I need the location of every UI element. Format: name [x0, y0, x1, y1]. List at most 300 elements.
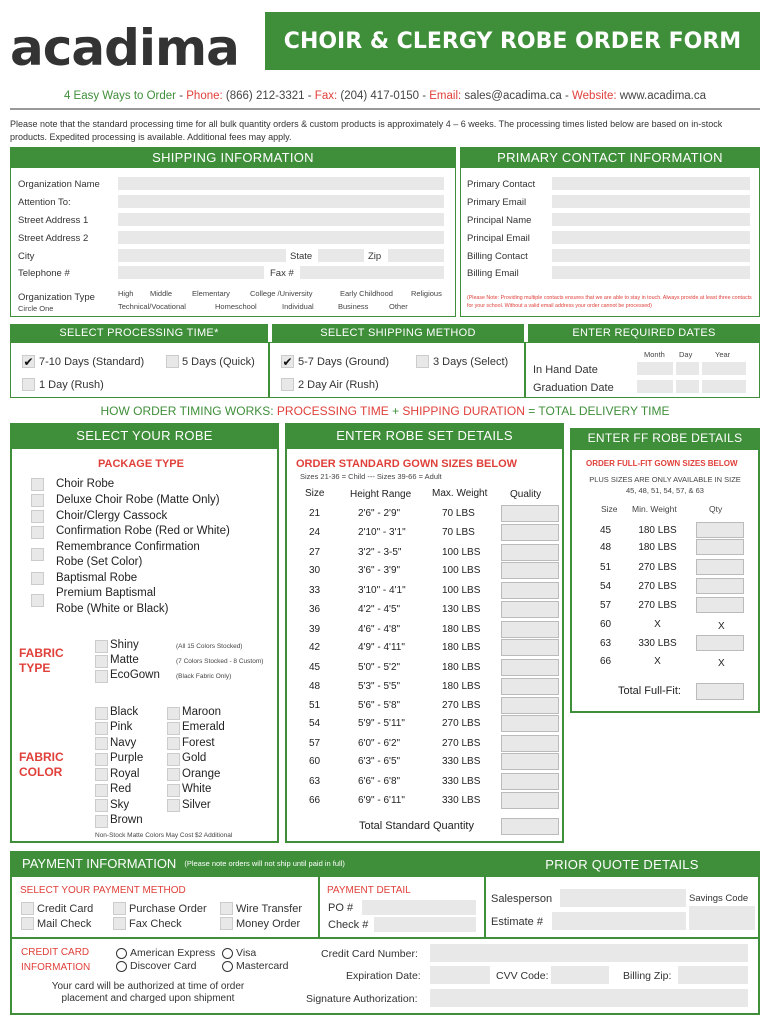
ff-note-1: PLUS SIZES ARE ONLY AVAILABLE IN SIZE: [589, 475, 741, 484]
billing-contact-field[interactable]: [552, 249, 750, 262]
color-checkbox[interactable]: [167, 722, 180, 735]
divider: [10, 937, 760, 939]
ff-weight-cell: 270 LBS: [638, 581, 677, 592]
fabric-shiny: Shiny: [110, 639, 139, 651]
city-field[interactable]: [118, 249, 286, 262]
weight-cell: 270 LBS: [442, 718, 481, 729]
ff-col-qty: Qty: [709, 504, 723, 514]
cassock-checkbox[interactable]: [31, 510, 44, 523]
ff-qty-field[interactable]: [696, 522, 744, 538]
fabric-ecogown: EcoGown: [110, 669, 160, 681]
amex-radio[interactable]: [116, 948, 127, 959]
color-forest: Forest: [182, 737, 215, 749]
check-field[interactable]: [374, 917, 476, 932]
quantity-field[interactable]: [501, 544, 559, 561]
package-confirmation: Confirmation Robe (Red or White): [56, 525, 230, 537]
color-sky: Sky: [110, 799, 130, 811]
credit-card-checkbox[interactable]: [21, 902, 34, 915]
color-navy: Navy: [110, 737, 137, 749]
package-premium-2: Robe (White or Black): [56, 603, 169, 615]
cvv-field[interactable]: [551, 966, 609, 984]
size-cell: 54: [309, 718, 321, 729]
height-cell: 6'0" - 6'2": [358, 738, 401, 749]
quantity-field[interactable]: [501, 524, 559, 541]
size-cell: 33: [309, 585, 321, 596]
ff-qty-field[interactable]: [696, 597, 744, 613]
type-homeschool[interactable]: Homeschool: [215, 302, 257, 311]
package-cassock: Choir/Clergy Cassock: [56, 510, 168, 522]
cc-number-field[interactable]: [430, 944, 748, 962]
ff-size-cell: 66: [600, 656, 612, 667]
total-ff-label: Total Full-Fit:: [618, 685, 681, 697]
total-standard-label: Total Standard Quantity: [359, 820, 474, 832]
quantity-field[interactable]: [501, 792, 559, 809]
method-fax-check: Fax Check: [129, 918, 182, 930]
fax-field[interactable]: [300, 266, 444, 279]
sizes-note: Sizes 21-36 = Child --- Sizes 39-66 = Adult: [300, 472, 442, 481]
type-individual[interactable]: Individual: [282, 302, 314, 311]
ff-size-cell: 48: [600, 542, 612, 553]
ff-size-cell: 54: [600, 581, 612, 592]
select-label: 3 Days (Select): [433, 356, 509, 368]
ff-size-cell: 51: [600, 562, 612, 573]
type-college[interactable]: College /University: [250, 289, 313, 298]
confirmation-checkbox[interactable]: [31, 526, 44, 539]
quantity-field[interactable]: [501, 697, 559, 714]
color-black: Black: [110, 706, 139, 718]
city-label: City: [18, 251, 35, 262]
height-cell: 4'2" - 4'5": [358, 604, 401, 615]
telephone-label: Telephone #: [18, 268, 70, 279]
select-checkbox[interactable]: [416, 355, 429, 368]
divider: [318, 877, 320, 937]
size-cell: 57: [309, 738, 321, 749]
principal-email-label: Principal Email: [467, 233, 530, 244]
contact-header: PRIMARY CONTACT INFORMATION: [460, 147, 760, 167]
org-type-label: Organization Type: [18, 292, 95, 303]
rush-checkbox[interactable]: [22, 378, 35, 391]
color-silver: Silver: [182, 799, 211, 811]
height-cell: 5'6" - 5'8": [358, 700, 401, 711]
ff-weight-cell: X: [654, 619, 661, 630]
quantity-field[interactable]: [501, 639, 559, 656]
card-mastercard: Mastercard: [236, 960, 289, 972]
size-cell: 45: [309, 662, 321, 673]
color-checkbox[interactable]: [167, 768, 180, 781]
inhand-year[interactable]: [702, 362, 746, 375]
ff-subhead: ORDER FULL-FIT GOWN SIZES BELOW: [586, 459, 738, 468]
height-cell: 4'9" - 4'11": [358, 642, 405, 653]
height-cell: 2'10" - 3'1": [358, 527, 406, 538]
size-cell: 42: [309, 642, 321, 653]
cvv-label: CVV Code:: [496, 970, 549, 982]
wire-checkbox[interactable]: [220, 902, 233, 915]
color-checkbox[interactable]: [167, 753, 180, 766]
color-note: Non-Stock Matte Colors May Cost $2 Additional: [95, 832, 233, 839]
color-brown: Brown: [110, 814, 143, 826]
divider: [484, 877, 486, 937]
estimate-label: Estimate #: [491, 916, 543, 928]
primary-contact-label: Primary Contact: [467, 179, 536, 190]
state-field[interactable]: [318, 249, 364, 262]
ff-weight-cell: 180 LBS: [638, 525, 677, 536]
savings-field[interactable]: [689, 906, 755, 930]
ff-qty-x: X: [718, 621, 725, 632]
billing-contact-label: Billing Contact: [467, 251, 528, 262]
quantity-field[interactable]: [501, 773, 559, 790]
quantity-field[interactable]: [501, 735, 559, 752]
size-cell: 27: [309, 547, 321, 558]
zip-label: Zip: [368, 251, 382, 262]
dates-header: ENTER REQUIRED DATES: [528, 324, 760, 342]
salesperson-field[interactable]: [560, 889, 686, 907]
color-white: White: [182, 783, 212, 795]
quantity-field[interactable]: [501, 505, 559, 522]
ff-weight-cell: 180 LBS: [638, 542, 677, 553]
total-ff-field[interactable]: [696, 683, 744, 700]
color-royal: Royal: [110, 768, 140, 780]
weight-cell: 330 LBS: [442, 776, 481, 787]
cc-number-label: Credit Card Number:: [321, 948, 418, 960]
height-cell: 6'6" - 6'8": [358, 776, 401, 787]
divider: [524, 342, 526, 398]
height-cell: 6'9" - 6'11": [358, 795, 405, 806]
fax-label: Fax #: [270, 268, 294, 279]
col-weight: Max. Weight: [432, 488, 488, 499]
fabric-matte-note: (7 Colors Stocked - 8 Custom): [176, 658, 264, 665]
divider: [268, 342, 270, 398]
auth-note-2: placement and charged upon shipment: [61, 993, 235, 1004]
ff-qty-field[interactable]: [696, 578, 744, 594]
quantity-field[interactable]: [501, 753, 559, 770]
weight-cell: 270 LBS: [442, 738, 481, 749]
method-mail-check: Mail Check: [37, 918, 92, 930]
color-grid: [95, 706, 275, 831]
billing-zip-label: Billing Zip:: [623, 970, 672, 982]
matte-checkbox[interactable]: [95, 655, 108, 668]
size-cell: 21: [309, 508, 321, 519]
quick-checkbox[interactable]: [166, 355, 179, 368]
ship-method-header: SELECT SHIPPING METHOD: [272, 324, 524, 342]
color-checkbox[interactable]: [95, 784, 108, 797]
choir-robe-checkbox[interactable]: [31, 478, 44, 491]
fax-check-checkbox[interactable]: [113, 917, 126, 930]
grad-year[interactable]: [702, 380, 746, 393]
grad-day[interactable]: [676, 380, 699, 393]
method-credit-card: Credit Card: [37, 903, 94, 915]
weight-cell: 180 LBS: [442, 624, 481, 635]
color-red: Red: [110, 783, 132, 795]
street2-label: Street Address 2: [18, 233, 89, 244]
po-checkbox[interactable]: [113, 902, 126, 915]
color-checkbox[interactable]: [95, 753, 108, 766]
state-label: State: [290, 251, 313, 262]
type-middle[interactable]: Middle: [150, 289, 173, 298]
primary-email-label: Primary Email: [467, 197, 527, 208]
size-cell: 60: [309, 756, 321, 767]
zip-field[interactable]: [388, 249, 444, 262]
card-discover: Discover Card: [130, 960, 197, 972]
color-checkbox[interactable]: [95, 707, 108, 720]
weight-cell: 180 LBS: [442, 662, 481, 673]
savings-label: Savings Code: [689, 893, 749, 904]
ff-qty-field[interactable]: [696, 559, 744, 575]
billing-email-label: Billing Email: [467, 268, 519, 279]
graduation-label: Graduation Date: [533, 382, 614, 394]
size-cell: 48: [309, 681, 321, 692]
sets-header: ENTER ROBE SET DETAILS: [285, 423, 564, 447]
color-checkbox[interactable]: [95, 722, 108, 735]
quantity-field[interactable]: [501, 678, 559, 695]
fabric-type-label: FABRIC TYPE: [19, 646, 64, 675]
total-standard-field[interactable]: [501, 818, 559, 835]
package-type-label: PACKAGE TYPE: [98, 458, 184, 470]
color-orange: Orange: [182, 768, 221, 780]
air-label: 2 Day Air (Rush): [298, 379, 379, 391]
ff-weight-cell: X: [654, 656, 661, 667]
fabric-matte: Matte: [110, 654, 139, 666]
day-label: Day: [679, 350, 693, 359]
sets-table: [285, 500, 564, 815]
mail-check-checkbox[interactable]: [21, 917, 34, 930]
size-cell: 63: [309, 776, 321, 787]
shipping-header: SHIPPING INFORMATION: [10, 147, 456, 167]
card-amex: American Express: [130, 947, 216, 959]
cc-info-label: CREDIT CARD: [21, 947, 90, 958]
method-wire: Wire Transfer: [236, 903, 303, 915]
height-cell: 3'6" - 3'9": [358, 565, 401, 576]
premium-baptismal-checkbox[interactable]: [31, 594, 44, 607]
weight-cell: 100 LBS: [442, 585, 481, 596]
circle-one-label: Circle One: [18, 304, 54, 313]
type-high[interactable]: High: [118, 289, 134, 298]
expiration-label: Expiration Date:: [346, 970, 421, 982]
ecogown-checkbox[interactable]: [95, 670, 108, 683]
timing-line: HOW ORDER TIMING WORKS: PROCESSING TIME + SHIPPING DURATION = TOTAL DELIVERY TIME: [100, 404, 670, 418]
grad-month[interactable]: [637, 380, 673, 393]
billing-email-field[interactable]: [552, 266, 750, 279]
attention-field[interactable]: [118, 195, 444, 208]
street1-field[interactable]: [118, 213, 444, 226]
col-height: Height Range: [350, 489, 412, 500]
height-cell: 5'9" - 5'11": [358, 718, 405, 729]
color-checkbox[interactable]: [95, 815, 108, 828]
money-order-checkbox[interactable]: [220, 917, 233, 930]
ff-size-cell: 57: [600, 600, 612, 611]
remembrance-checkbox[interactable]: [31, 548, 44, 561]
type-religious[interactable]: Religious: [411, 289, 442, 298]
weight-cell: 70 LBS: [442, 508, 475, 519]
type-business[interactable]: Business: [338, 302, 369, 311]
package-choir-robe: Choir Robe: [56, 478, 115, 490]
check-label: Check #: [328, 919, 369, 931]
color-checkbox[interactable]: [167, 737, 180, 750]
quantity-field[interactable]: [501, 582, 559, 599]
inhand-month[interactable]: [637, 362, 673, 375]
type-early-childhood[interactable]: Early Childhood: [340, 289, 393, 298]
package-checkboxes: [31, 476, 45, 616]
inhand-day[interactable]: [676, 362, 699, 375]
auth-note-1: Your card will be authorized at time of order: [51, 981, 245, 992]
ff-size-cell: 63: [600, 638, 612, 649]
payment-select-label: SELECT YOUR PAYMENT METHOD: [20, 885, 186, 896]
type-other[interactable]: Other: [389, 302, 408, 311]
height-cell: 6'3" - 6'5": [358, 756, 401, 767]
shiny-checkbox[interactable]: [95, 640, 108, 653]
color-emerald: Emerald: [182, 721, 225, 733]
principal-email-field[interactable]: [552, 231, 750, 244]
mastercard-radio[interactable]: [222, 961, 233, 972]
primary-email-field[interactable]: [552, 195, 750, 208]
payment-header-note: (Please note orders will not ship until paid in full): [184, 858, 345, 868]
estimate-field[interactable]: [552, 912, 686, 930]
height-cell: 3'10" - 4'1": [358, 585, 406, 596]
ff-weight-cell: 270 LBS: [638, 600, 677, 611]
quantity-field[interactable]: [501, 715, 559, 732]
billing-zip-field[interactable]: [678, 966, 748, 984]
standard-label: 7-10 Days (Standard): [39, 356, 145, 368]
color-purple: Purple: [110, 752, 144, 764]
ff-qty-field[interactable]: [696, 539, 744, 555]
baptismal-checkbox[interactable]: [31, 572, 44, 585]
org-name-label: Organization Name: [18, 179, 100, 190]
year-label: Year: [715, 350, 731, 359]
weight-cell: 100 LBS: [442, 547, 481, 558]
ff-col-weight: Min. Weight: [632, 504, 677, 514]
size-cell: 30: [309, 565, 321, 576]
ff-size-cell: 45: [600, 525, 612, 536]
method-money-order: Money Order: [236, 918, 301, 930]
discover-radio[interactable]: [116, 961, 127, 972]
height-cell: 3'2" - 3-5": [358, 547, 402, 558]
quick-label: 5 Days (Quick): [182, 356, 255, 368]
weight-cell: 100 LBS: [442, 565, 481, 576]
weight-cell: 270 LBS: [442, 700, 481, 711]
principal-name-label: Principal Name: [467, 215, 532, 226]
ff-qty-x: X: [718, 658, 725, 669]
fabric-ecogown-note: (Black Fabric Only): [176, 673, 232, 680]
size-cell: 66: [309, 795, 321, 806]
color-maroon: Maroon: [182, 706, 221, 718]
package-deluxe: Deluxe Choir Robe (Matte Only): [56, 494, 220, 506]
package-remembrance: Remembrance Confirmation: [56, 541, 200, 553]
color-checkbox[interactable]: [167, 784, 180, 797]
salesperson-label: Salesperson: [491, 893, 553, 905]
payment-header-bar: [10, 851, 540, 875]
height-cell: 5'3" - 5'5": [358, 681, 401, 692]
quantity-field[interactable]: [501, 562, 559, 579]
ff-header: ENTER FF ROBE DETAILS: [570, 428, 760, 448]
type-elementary[interactable]: Elementary: [192, 289, 230, 298]
weight-cell: 330 LBS: [442, 795, 481, 806]
quantity-field[interactable]: [501, 621, 559, 638]
package-premium: Premium Baptismal: [56, 587, 156, 599]
color-pink: Pink: [110, 721, 133, 733]
signature-label: Signature Authorization:: [306, 993, 418, 1005]
ff-weight-cell: 330 LBS: [638, 638, 677, 649]
size-cell: 36: [309, 604, 321, 615]
ground-checkbox[interactable]: ✔: [282, 355, 293, 369]
weight-cell: 70 LBS: [442, 527, 475, 538]
ff-qty-field[interactable]: [696, 635, 744, 651]
package-baptismal: Baptismal Robe: [56, 572, 138, 584]
color-checkbox[interactable]: [167, 799, 180, 812]
processing-note: Please note that the standard processing time for all bulk quantity orders & custom products is approximately 4 – 6 weeks. The processing times listed below are based on in-stock products. Expedited processing is available. Additional fees may apply.: [10, 119, 723, 142]
ff-weight-cell: 270 LBS: [638, 562, 677, 573]
air-checkbox[interactable]: [281, 378, 294, 391]
weight-cell: 180 LBS: [442, 681, 481, 692]
color-checkbox[interactable]: [95, 737, 108, 750]
processing-header: SELECT PROCESSING TIME*: [10, 324, 268, 342]
ff-note-2: 45, 48, 51, 54, 57, & 63: [626, 486, 704, 495]
month-label: Month: [644, 350, 665, 359]
weight-cell: 330 LBS: [442, 756, 481, 767]
expiration-field[interactable]: [430, 966, 490, 984]
col-size: Size: [305, 488, 325, 499]
cc-info-label-2: INFORMATION: [21, 962, 91, 973]
height-cell: 2'6" - 2'9": [358, 508, 401, 519]
color-checkbox[interactable]: [95, 768, 108, 781]
standard-checkbox[interactable]: ✔: [23, 355, 34, 369]
attention-label: Attention To:: [18, 197, 71, 208]
height-cell: 4'6" - 4'8": [358, 624, 401, 635]
payment-detail-label: PAYMENT DETAIL: [327, 885, 411, 896]
principal-name-field[interactable]: [552, 213, 750, 226]
divider: [10, 108, 760, 110]
ground-label: 5-7 Days (Ground): [298, 356, 390, 368]
weight-cell: 130 LBS: [442, 604, 481, 615]
robe-header: SELECT YOUR ROBE: [10, 423, 279, 447]
fabric-shiny-note: (All 15 Colors Stocked): [176, 643, 243, 650]
fabric-color-label: FABRIC COLOR: [19, 750, 64, 779]
signature-field[interactable]: [430, 989, 748, 1007]
primary-contact-field[interactable]: [552, 177, 750, 190]
quantity-field[interactable]: [501, 601, 559, 618]
form-title: CHOIR & CLERGY ROBE ORDER FORM: [265, 12, 760, 70]
street2-field[interactable]: [118, 231, 444, 244]
org-name-field[interactable]: [118, 177, 444, 190]
size-cell: 24: [309, 527, 321, 538]
inhand-label: In Hand Date: [533, 364, 598, 376]
acadima-logo: acadima: [10, 19, 239, 77]
quote-header: PRIOR QUOTE DETAILS: [484, 851, 760, 877]
order-ways: 4 Easy Ways to Order - Phone: (866) 212-3321 - Fax: (204) 417-0150 - Email: sales@acadima.ca - Website: www.acadima.ca: [63, 90, 707, 102]
sets-subhead: ORDER STANDARD GOWN SIZES BELOW: [296, 458, 518, 470]
color-checkbox[interactable]: [167, 707, 180, 720]
package-remembrance-2: Robe (Set Color): [56, 556, 143, 568]
size-cell: 51: [309, 700, 321, 711]
deluxe-checkbox[interactable]: [31, 494, 44, 507]
visa-radio[interactable]: [222, 948, 233, 959]
payment-header: PAYMENT INFORMATION: [22, 855, 177, 871]
po-field[interactable]: [362, 900, 476, 915]
street1-label: Street Address 1: [18, 215, 89, 226]
col-quality: Quality: [510, 489, 542, 500]
color-gold: Gold: [182, 752, 207, 764]
method-purchase-order: Purchase Order: [129, 903, 207, 915]
color-checkbox[interactable]: [95, 799, 108, 812]
contact-note: (Please Note: Providing multiple contacts ensures that we are able to stay in touch. Always provide at least three contacts for your school. Without a valid email address your order cannot be processed): [467, 295, 752, 309]
po-label: PO #: [328, 902, 354, 914]
card-visa: Visa: [236, 947, 257, 959]
ff-size-cell: 60: [600, 619, 612, 630]
ff-table: [570, 518, 760, 678]
quantity-field[interactable]: [501, 659, 559, 676]
type-technical[interactable]: Technical/Vocational: [118, 302, 186, 311]
ff-col-size: Size: [601, 504, 618, 514]
size-cell: 39: [309, 624, 321, 635]
telephone-field[interactable]: [118, 266, 264, 279]
